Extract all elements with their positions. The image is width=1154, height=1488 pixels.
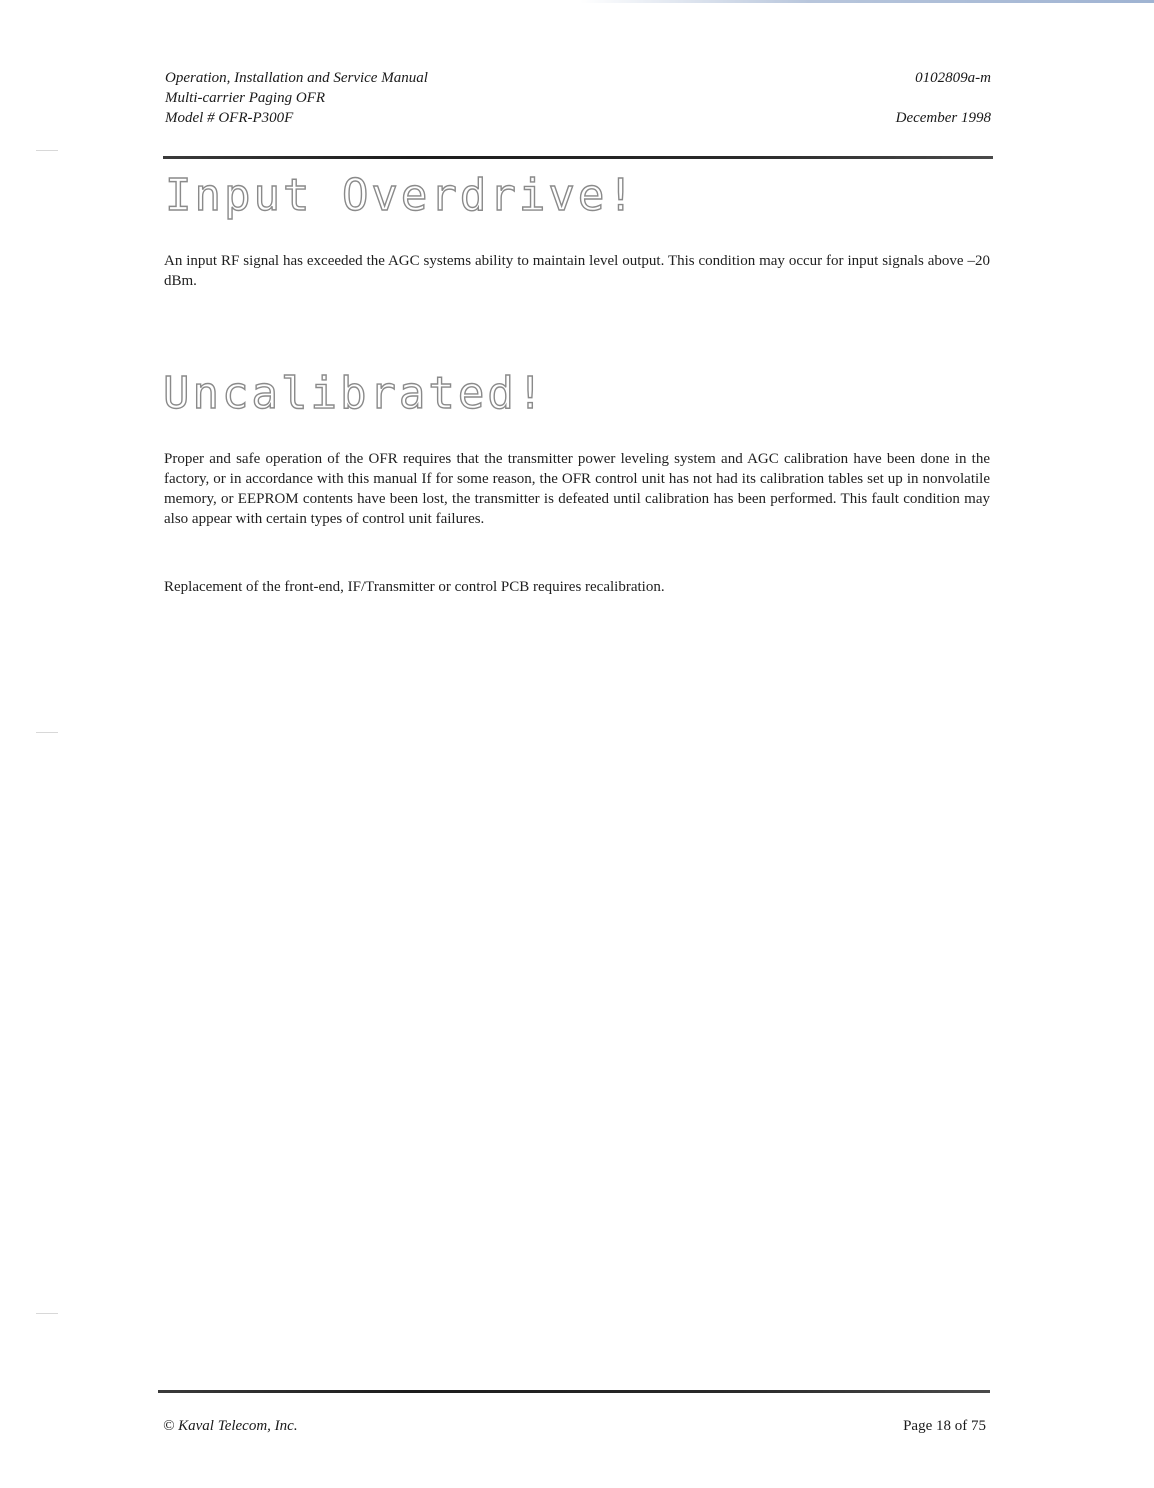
product-line: Multi-carrier Paging OFR bbox=[165, 90, 325, 106]
section-body-uncalibrated: Proper and safe operation of the OFR requires that the transmitter power leveling system and AGC calibration have been done in the factory, or in accordance with this manual If for some reason, the OFR control unit has not had its calibration tables set up in nonvolatile memory, or EEPROM contents have been lost, the transmitter is defeated until calibration has been performed. This fault condition may also appear with certain types of control unit failures. bbox=[164, 451, 990, 527]
model-number: Model # OFR-P300F bbox=[165, 110, 294, 126]
scan-top-edge bbox=[580, 0, 1154, 3]
scan-margin-mark bbox=[36, 150, 58, 151]
header-rule bbox=[163, 156, 993, 159]
header-left-block bbox=[165, 68, 428, 128]
manual-title: Operation, Installation and Service Manual bbox=[165, 70, 428, 86]
scan-margin-mark bbox=[36, 732, 58, 733]
section-heading-input-overdrive: Input Overdrive! bbox=[165, 170, 637, 221]
section-body-input-overdrive: An input RF signal has exceeded the AGC systems ability to maintain level output. This condition may occur for input signals above –20 dBm. bbox=[164, 253, 990, 289]
footer-copyright: © Kaval Telecom, Inc. bbox=[163, 1418, 298, 1434]
section-heading-uncalibrated: Uncalibrated! bbox=[163, 368, 547, 419]
page-header bbox=[165, 68, 991, 148]
header-right-block bbox=[896, 68, 991, 128]
recalibration-note: Replacement of the front-end, IF/Transmitter or control PCB requires recalibration. bbox=[164, 579, 665, 595]
footer-page-number: Page 18 of 75 bbox=[903, 1418, 986, 1434]
doc-date: December 1998 bbox=[895, 110, 991, 126]
scan-margin-mark bbox=[36, 1313, 58, 1314]
footer-rule bbox=[158, 1390, 990, 1393]
doc-number: 0102809a-m bbox=[915, 70, 991, 86]
